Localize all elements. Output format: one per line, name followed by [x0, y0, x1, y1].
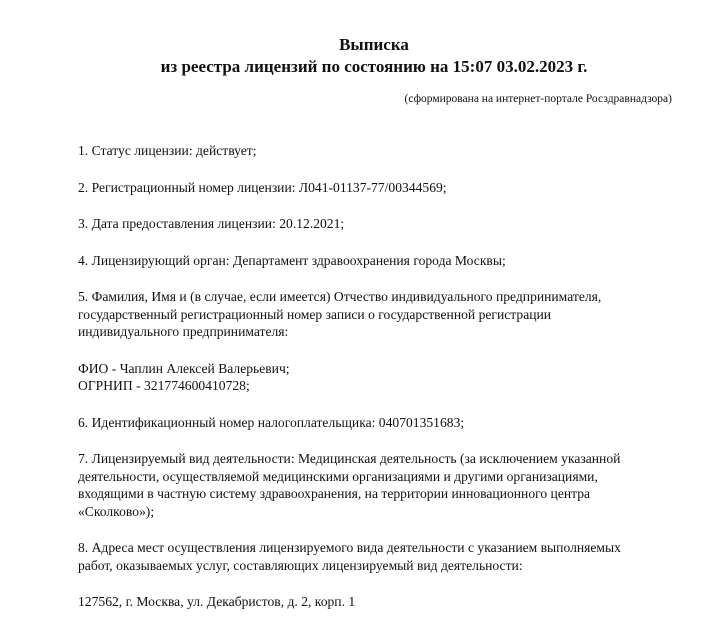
item-entrepreneur-line: 5. Фамилия, Имя и (в случае, если имеется) Отчество индивидуального предпринимателя, [78, 289, 602, 304]
document-subtitle: из реестра лицензий по состоянию на 15:07 03.02.2023 г. [160, 57, 588, 76]
document-title: Выписка [339, 35, 409, 54]
item-entrepreneur-line: индивидуального предпринимателя: [78, 324, 289, 339]
item-addresses [78, 539, 668, 574]
item-registration-number: 2. Регистрационный номер лицензии: Л041-01137-77/00344569; [78, 179, 447, 195]
item-date-granted: 3. Дата предоставления лицензии: 20.12.2021; [78, 216, 345, 231]
item-licensing-authority: 4. Лицензирующий орган: Департамент здравоохранения города Москвы; [78, 252, 506, 268]
fio-line: ФИО - Чаплин Алексей Валерьевич; [78, 360, 290, 376]
item-entrepreneur-line: государственный регистрационный номер записи о государственной регистрации [78, 306, 552, 322]
item-activity-line: деятельности, осуществляемой медицинскими организациями и другими организациями, [78, 468, 598, 484]
ogrnip-line: ОГРНИП - 321774600410728; [78, 378, 250, 393]
item-addresses-line: работ, оказываемых услуг, составляющих лицензируемый вид деятельности: [78, 557, 523, 573]
source-note: (сформирована на интернет-портале Росздравнадзора) [404, 93, 672, 105]
item-activity-line: 7. Лицензируемый вид деятельности: Медицинская деятельность (за исключением указанной [78, 451, 621, 466]
item-activity [78, 450, 668, 520]
item-entrepreneur [78, 288, 668, 341]
document-body [78, 142, 668, 630]
address-line: 127562, г. Москва, ул. Декабристов, д. 2, корп. 1 [78, 594, 356, 609]
entrepreneur-details [78, 360, 668, 395]
item-activity-line: «Сколково»); [78, 503, 155, 519]
item-status: 1. Статус лицензии: действует; [78, 143, 257, 158]
item-activity-line: входящими в частную систему здравоохранения, на территории инновационного центра [78, 486, 591, 501]
item-inn: 6. Идентификационный номер налогоплательщика: 040701351683; [78, 414, 465, 430]
item-addresses-line: 8. Адреса мест осуществления лицензируемого вида деятельности с указанием выполняемых [78, 540, 621, 555]
